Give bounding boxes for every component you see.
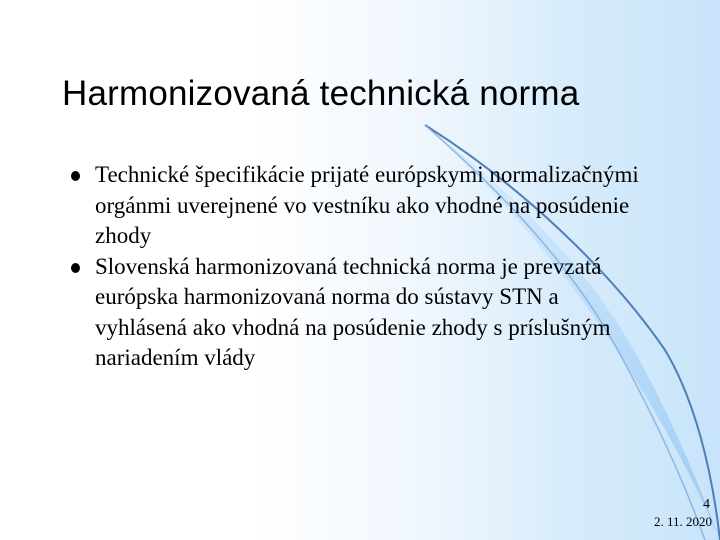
bullet-text: Technické špecifikácie prijaté európskymi normalizačnými orgánmi uverejnené vo vestníku ako vhodné na posúdenie zhody <box>95 162 639 248</box>
page-number: 4 <box>703 497 710 512</box>
bullet-list <box>70 160 650 374</box>
bullet-icon <box>71 263 80 273</box>
slide-date: 2. 11. 2020 <box>653 514 712 529</box>
bullet-icon <box>71 171 80 181</box>
bullet-item <box>70 160 650 252</box>
bullet-item <box>70 252 650 374</box>
slide-title: Harmonizovaná technická norma <box>62 74 580 113</box>
bullet-text: Slovenská harmonizovaná technická norma je prevzatá európska harmonizovaná norma do sústavy STN a vyhlásená ako vhodná na posúdenie zhody s príslušným nariadením vlády <box>95 253 611 370</box>
